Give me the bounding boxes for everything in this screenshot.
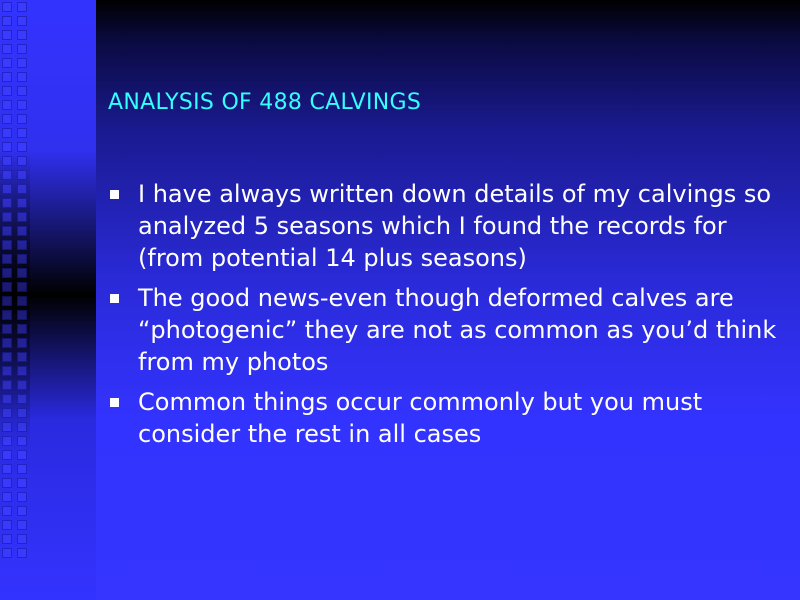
decorative-square xyxy=(2,2,12,12)
decorative-square xyxy=(2,86,12,96)
bullet-item xyxy=(108,178,788,274)
decorative-square xyxy=(17,16,27,26)
decorative-square xyxy=(2,100,12,110)
square-pattern-decoration xyxy=(0,0,32,562)
decorative-square xyxy=(2,30,12,40)
decorative-square xyxy=(2,142,12,152)
decorative-square xyxy=(17,240,27,250)
decorative-square xyxy=(17,226,27,236)
decorative-square xyxy=(17,268,27,278)
left-decorative-band xyxy=(0,0,96,600)
bullet-item xyxy=(108,282,788,378)
square-bullet-icon xyxy=(110,294,119,303)
decorative-square xyxy=(2,114,12,124)
decorative-square xyxy=(17,394,27,404)
decorative-square xyxy=(17,100,27,110)
decorative-square xyxy=(2,296,12,306)
decorative-square xyxy=(17,114,27,124)
decorative-square xyxy=(2,44,12,54)
bullet-text: The good news-even though deformed calves are “photogenic” they are not as common as you’d think from my photos xyxy=(138,284,777,376)
decorative-square xyxy=(2,450,12,460)
decorative-square xyxy=(2,58,12,68)
decorative-square xyxy=(2,282,12,292)
decorative-square xyxy=(2,72,12,82)
decorative-square xyxy=(17,366,27,376)
bullet-item xyxy=(108,386,788,450)
decorative-square xyxy=(2,338,12,348)
decorative-square xyxy=(2,352,12,362)
decorative-square xyxy=(2,548,12,558)
decorative-square xyxy=(17,352,27,362)
decorative-square xyxy=(17,338,27,348)
decorative-square xyxy=(2,324,12,334)
decorative-square xyxy=(2,184,12,194)
decorative-square xyxy=(17,548,27,558)
decorative-square xyxy=(2,506,12,516)
decorative-square xyxy=(17,506,27,516)
decorative-square xyxy=(17,198,27,208)
decorative-square xyxy=(2,254,12,264)
bullet-list xyxy=(108,178,788,458)
decorative-square xyxy=(17,464,27,474)
decorative-square xyxy=(17,282,27,292)
decorative-square xyxy=(17,156,27,166)
decorative-square xyxy=(17,30,27,40)
decorative-square xyxy=(17,128,27,138)
square-bullet-icon xyxy=(110,398,119,407)
decorative-square xyxy=(17,436,27,446)
decorative-square xyxy=(2,268,12,278)
decorative-square xyxy=(2,436,12,446)
decorative-square xyxy=(17,72,27,82)
decorative-square xyxy=(17,408,27,418)
decorative-square xyxy=(17,422,27,432)
decorative-square xyxy=(17,520,27,530)
decorative-square xyxy=(17,86,27,96)
decorative-square xyxy=(2,16,12,26)
decorative-square xyxy=(2,464,12,474)
decorative-square xyxy=(17,170,27,180)
decorative-square xyxy=(17,380,27,390)
decorative-square xyxy=(17,296,27,306)
decorative-square xyxy=(2,226,12,236)
decorative-square xyxy=(2,366,12,376)
decorative-square xyxy=(17,478,27,488)
decorative-square xyxy=(2,156,12,166)
bullet-text: Common things occur commonly but you must consider the rest in all cases xyxy=(138,388,703,448)
decorative-square xyxy=(2,394,12,404)
decorative-square xyxy=(2,478,12,488)
bullet-text: I have always written down details of my calvings so analyzed 5 seasons which I found the records for (from potential 14 plus seasons) xyxy=(138,180,772,272)
decorative-square xyxy=(2,212,12,222)
decorative-square xyxy=(2,240,12,250)
decorative-square xyxy=(17,450,27,460)
decorative-square xyxy=(2,492,12,502)
decorative-square xyxy=(17,142,27,152)
decorative-square xyxy=(2,170,12,180)
slide-title: ANALYSIS OF 488 CALVINGS xyxy=(108,90,422,115)
decorative-square xyxy=(2,534,12,544)
decorative-square xyxy=(2,310,12,320)
decorative-square xyxy=(2,422,12,432)
decorative-square xyxy=(17,58,27,68)
decorative-square xyxy=(2,380,12,390)
decorative-square xyxy=(17,534,27,544)
decorative-square xyxy=(17,310,27,320)
decorative-square xyxy=(17,324,27,334)
decorative-square xyxy=(17,44,27,54)
square-bullet-icon xyxy=(110,190,119,199)
decorative-square xyxy=(2,128,12,138)
decorative-square xyxy=(17,254,27,264)
decorative-square xyxy=(2,408,12,418)
decorative-square xyxy=(2,198,12,208)
decorative-square xyxy=(17,2,27,12)
decorative-square xyxy=(17,212,27,222)
decorative-square xyxy=(17,184,27,194)
decorative-square xyxy=(2,520,12,530)
decorative-square xyxy=(17,492,27,502)
